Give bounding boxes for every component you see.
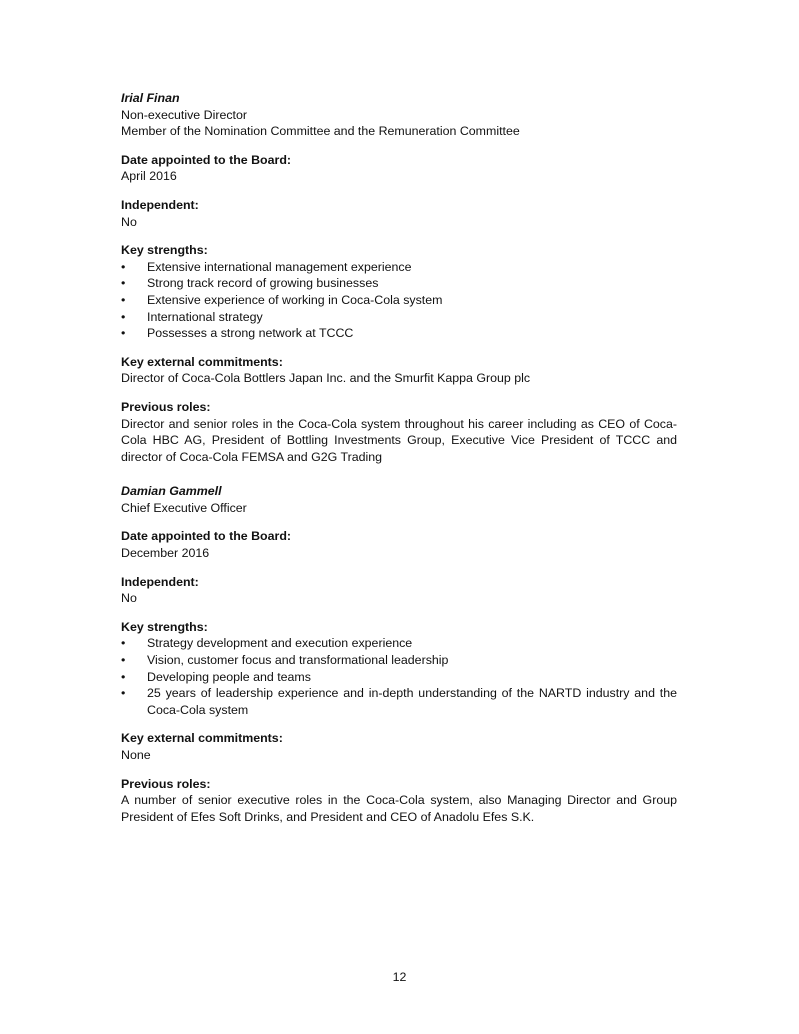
director-profile-damian-gammell [121,483,677,825]
key-strengths-list [121,635,677,718]
key-strengths-section [121,242,677,342]
key-commitments-value: None [121,748,151,762]
strength-text: Vision, customer focus and transformational leadership [147,653,449,668]
date-appointed-value: April 2016 [121,169,177,184]
list-item [121,635,677,652]
director-profile-irial-finan [121,90,677,465]
director-name: Damian Gammell [121,484,222,499]
list-item [121,685,677,718]
date-appointed-label: Date appointed to the Board: [121,529,292,544]
strength-text: Developing people and teams [147,669,311,684]
strength-text: International strategy [147,309,263,324]
previous-roles-value: Director and senior roles in the Coca-Cola system throughout his career including as CEO of Coca-Cola HBC AG, President of Bottling Investments Group, Executive Vice President of TCCC and director of Coca-Cola FEMSA and G2G Trading [121,416,677,464]
director-committees: Member of the Nomination Committee and the Remuneration Committee [121,124,520,139]
bullet-icon: • [121,259,126,274]
previous-roles-label: Previous roles: [121,399,211,414]
list-item [121,275,677,292]
previous-roles-section [121,399,677,465]
key-commitments-section [121,730,677,763]
list-item [121,652,677,669]
list-item [121,259,677,276]
strength-text: 25 years of leadership experience and in-depth understanding of the NARTD industry and the Coca-Cola system [147,686,677,717]
bullet-icon: • [121,669,126,684]
independent-section [121,197,677,230]
key-commitments-label: Key external commitments: [121,731,283,746]
director-header [121,90,677,140]
previous-roles-section [121,776,677,826]
bullet-icon: • [121,292,126,307]
strength-text: Strong track record of growing businesses [147,276,379,291]
previous-roles-value: A number of senior executive roles in the Coca-Cola system, also Managing Director and Group President of Efes Soft Drinks, and President and CEO of Anadolu Efes S.K. [121,793,677,824]
bullet-icon: • [121,636,126,651]
strength-text: Extensive international management experience [147,259,412,274]
list-item [121,292,677,309]
list-item [121,309,677,326]
bullet-icon: • [121,653,126,668]
key-strengths-section [121,619,677,719]
key-commitments-section [121,354,677,387]
date-appointed-label: Date appointed to the Board: [121,152,292,167]
strength-text: Possesses a strong network at TCCC [147,326,354,341]
director-role: Non-executive Director [121,107,248,122]
strength-text: Extensive experience of working in Coca-Cola system [147,292,443,307]
bullet-icon: • [121,326,126,341]
director-header [121,483,677,516]
previous-roles-label: Previous roles: [121,776,211,791]
list-item [121,669,677,686]
date-appointed-section [121,528,677,561]
independent-label: Independent: [121,574,199,589]
director-role: Chief Executive Officer [121,500,247,515]
bullet-icon: • [121,686,126,701]
key-strengths-label: Key strengths: [121,619,208,634]
independent-section [121,574,677,607]
director-name: Irial Finan [121,91,180,105]
date-appointed-section [121,152,677,185]
strength-text: Strategy development and execution experience [147,636,413,651]
bullet-icon: • [121,309,126,324]
bullet-icon: • [121,276,126,291]
list-item [121,325,677,342]
independent-value: No [121,591,137,606]
page-number: 12 [392,970,407,984]
date-appointed-value: December 2016 [121,546,210,561]
independent-label: Independent: [121,197,199,212]
document-page [121,90,677,837]
key-commitments-label: Key external commitments: [121,354,283,369]
key-commitments-value: Director of Coca-Cola Bottlers Japan Inc. and the Smurfit Kappa Group plc [121,371,531,386]
key-strengths-list [121,259,677,342]
independent-value: No [121,214,137,229]
key-strengths-label: Key strengths: [121,243,208,258]
